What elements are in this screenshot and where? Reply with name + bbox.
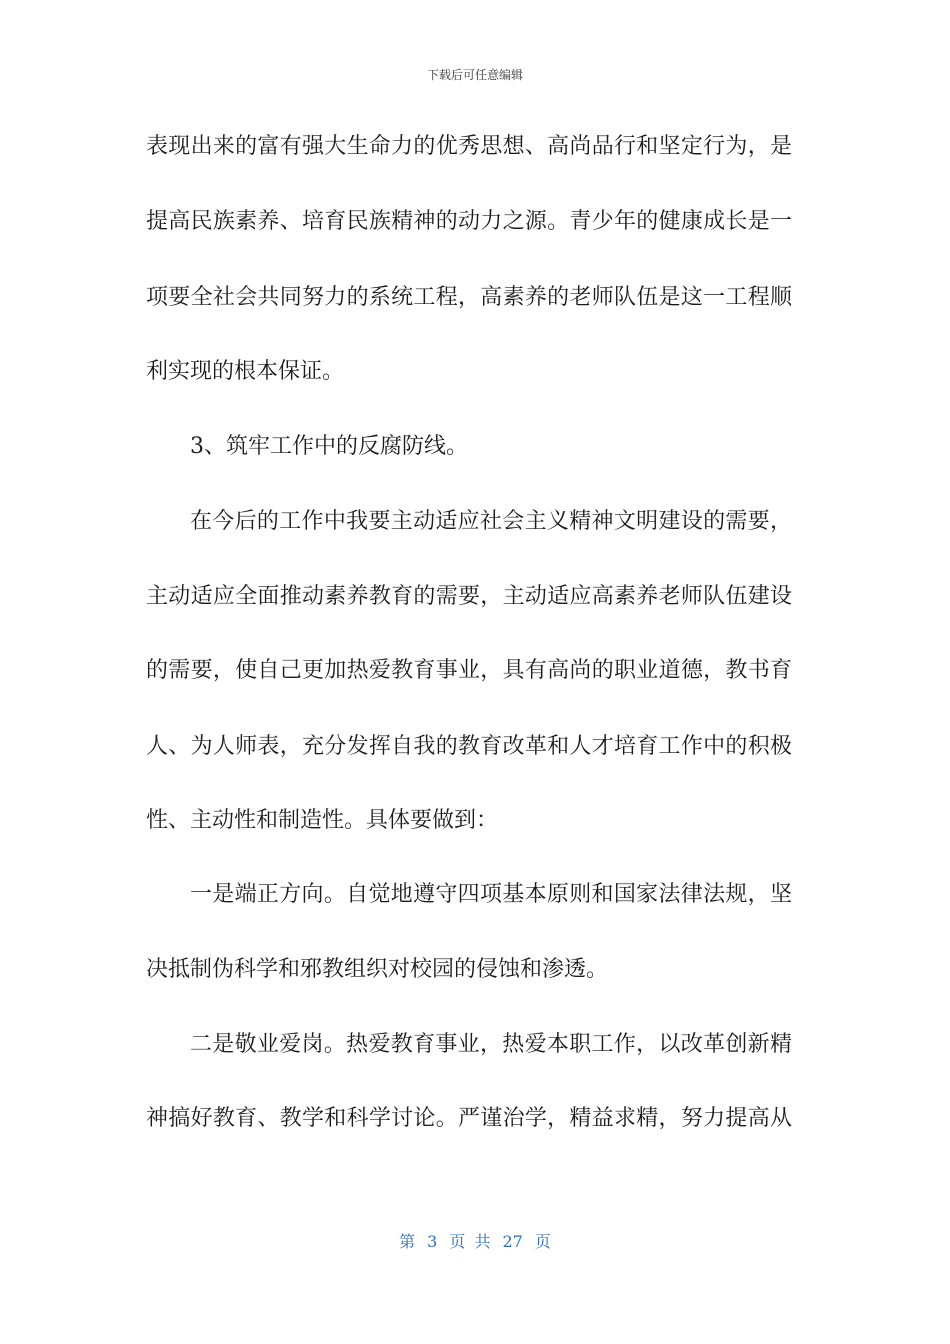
footer-suffix: 页 [534, 1232, 551, 1251]
page-header: 下载后可任意编辑 [426, 68, 523, 82]
body-line-2: 提高民族素养、培育民族精神的动力之源。青少年的健康成长是一 [146, 209, 792, 234]
body-line-3: 项要全社会共同努力的系统工程，高素养的老师队伍是这一工程顺 [146, 285, 792, 310]
body-line-9: 人、为人师表，充分发挥自我的教育改革和人才培育工作中的积极 [146, 734, 792, 759]
body-line-4: 利实现的根本保证。 [146, 359, 345, 384]
body-line-6: 在今后的工作中我要主动适应社会主义精神文明建设的需要， [190, 509, 792, 534]
body-line-8: 的需要，使自己更加热爱教育事业，具有高尚的职业道德，教书育 [146, 658, 792, 683]
body-line-14: 神搞好教育、教学和科学讨论。严谨治学，精益求精，努力提高从 [146, 1106, 792, 1131]
body-line-13: 二是敬业爱岗。热爱教育事业，热爱本职工作，以改革创新精 [190, 1032, 792, 1057]
footer-middle: 页 共 [449, 1232, 491, 1251]
body-line-12: 决抵制伪科学和邪教组织对校园的侵蚀和渗透。 [146, 957, 609, 982]
body-line-10: 性、主动性和制造性。具体要做到： [146, 808, 499, 833]
total-page-count: 27 [502, 1232, 523, 1251]
body-line-7: 主动适应全面推动素养教育的需要，主动适应高素养老师队伍建设 [146, 584, 792, 609]
body-line-1: 表现出来的富有强大生命力的优秀思想、高尚品行和坚定行为，是 [146, 134, 792, 159]
section-heading: 3、筑牢工作中的反腐防线。 [190, 434, 468, 459]
current-page-number: 3 [427, 1232, 438, 1251]
page-footer [0, 1229, 950, 1252]
body-line-11: 一是端正方向。自觉地遵守四项基本原则和国家法律法规，坚 [190, 882, 792, 907]
footer-prefix: 第 [399, 1232, 416, 1251]
